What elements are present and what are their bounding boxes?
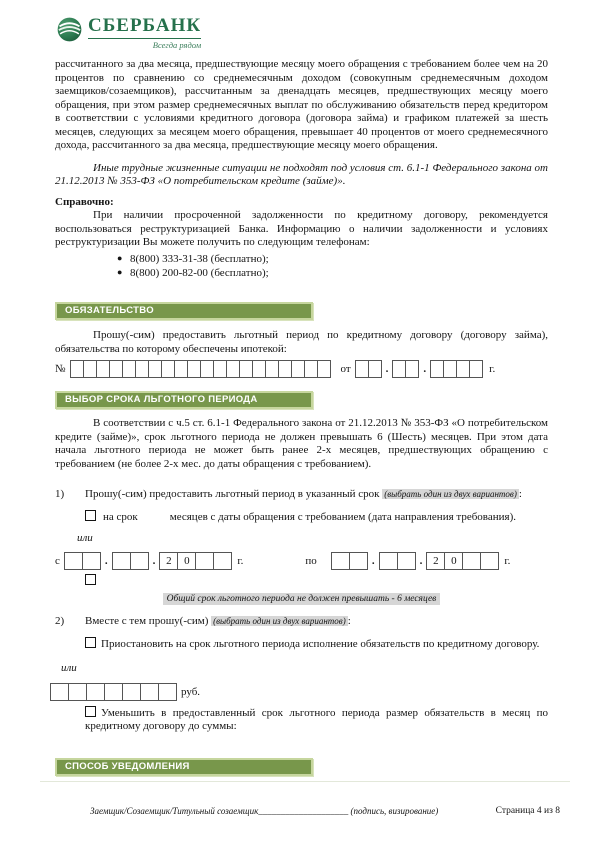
colon: : — [347, 615, 351, 628]
period-note-line — [55, 592, 548, 604]
char-box[interactable] — [456, 360, 470, 378]
char-box[interactable] — [317, 360, 331, 378]
char-box[interactable] — [331, 552, 350, 570]
option-reduce — [85, 706, 548, 734]
char-box[interactable] — [158, 683, 177, 701]
char-box[interactable] — [122, 683, 141, 701]
option-term-suffix: месяцев с даты обращения с требованием (дата направления требования). — [169, 511, 516, 524]
checkbox-dates[interactable] — [85, 574, 96, 585]
char-box[interactable] — [239, 360, 253, 378]
char-box[interactable] — [278, 360, 292, 378]
char-box[interactable] — [480, 552, 499, 570]
item-2-label: Вместе с тем прошу(-сим) — [85, 615, 209, 628]
year-digit[interactable]: 0 — [177, 552, 196, 570]
paragraph-reference: При наличии просроченной задолженности по кредитному договору, рекомендуется воспользоваться реструктуризацией Банка. Информацию о наличии задолженности и условиях реструктуризации Вы можете получить по следующим телефонам: — [55, 209, 548, 248]
period-intro: В соответствии с ч.5 ст. 6.1-1 Федерального закона от 21.12.2013 № 353-ФЗ «О потребительском кредите (займе)», срок льготного периода не должен превышать 6 (Шесть) месяцев. При этом дата начала льготного периода не может быть ранее 2-х месяцев, предшествующих обращению с требованием (не более 2-х мес. до даты обращения с требованием). — [55, 417, 548, 470]
char-box[interactable] — [291, 360, 305, 378]
char-box[interactable] — [50, 683, 69, 701]
paragraph-income-condition: рассчитанного за два месяца, предшествующие месяцу моего обращения с требованием более чем на 20 процентов по сравнению со среднемесячным доходом (совокупным среднемесячным доходом заемщиков/созаемщиков), рассчитанным за двенадцать месяцев, предшествующих месяцу моего обращения, при этом размер среднемесячных выплат по обслуживанию обязательств перед кредитором в соответствии с условиями кредитного договора (договора займа) и графиком платежей за шесть месяцев, следующих за месяцем моего обращения, превышает 40 процентов от моего среднемесячного дохода, рассчитанного за два месяца, предшествующие месяцу моего обращения. — [55, 58, 548, 151]
logo-text — [88, 8, 201, 50]
char-box[interactable] — [213, 552, 232, 570]
item-1-text — [85, 488, 522, 500]
date-from-label: с — [55, 555, 60, 568]
rub-label: руб. — [181, 685, 201, 698]
char-box[interactable] — [397, 552, 416, 570]
to-day-input[interactable] — [331, 552, 368, 570]
year-digit[interactable]: 2 — [426, 552, 445, 570]
reference-heading: Справочно: — [55, 195, 114, 208]
date-dot: . — [419, 555, 423, 568]
char-box[interactable] — [226, 360, 240, 378]
char-box[interactable] — [368, 360, 382, 378]
page-number: Страница 4 из 8 — [495, 806, 560, 816]
item-number: 2) — [55, 615, 65, 628]
section-header-period — [55, 391, 313, 409]
char-box[interactable] — [252, 360, 266, 378]
section-header-notification — [55, 758, 313, 776]
phone-item — [117, 266, 548, 281]
brand-name: СБЕРБАНК — [88, 15, 201, 39]
char-box[interactable] — [392, 360, 406, 378]
char-box[interactable] — [148, 360, 162, 378]
footer — [90, 806, 560, 816]
checkbox-reduce[interactable] — [85, 706, 96, 717]
option-suspend-label: Приостановить на срок льготного периода исполнение обязательств по кредитному договору. — [101, 638, 540, 651]
contract-year-input[interactable] — [430, 360, 483, 378]
char-box[interactable] — [82, 552, 101, 570]
to-month-input[interactable] — [379, 552, 416, 570]
date-range-row — [55, 552, 548, 570]
or-label: или — [77, 532, 93, 545]
signature-label: Заемщик/Созаемщик/Титульный созаемщик — [90, 806, 259, 816]
year-digit[interactable]: 2 — [159, 552, 178, 570]
from-month-input[interactable] — [112, 552, 149, 570]
contract-day-input[interactable] — [355, 360, 382, 378]
char-box[interactable] — [265, 360, 279, 378]
char-box[interactable] — [135, 360, 149, 378]
section-header-label: СПОСОБ УВЕДОМЛЕНИЯ — [65, 760, 190, 772]
char-box[interactable] — [430, 360, 444, 378]
item-number: 1) — [55, 488, 65, 501]
date-to-label: по — [305, 555, 317, 568]
phone-list — [117, 252, 548, 282]
date-dot: . — [104, 555, 108, 568]
phone-number: 8(800) 333-31-38 (бесплатно); — [130, 252, 269, 265]
char-box[interactable] — [109, 360, 123, 378]
bullet-icon: ● — [117, 267, 123, 278]
checkbox-term[interactable] — [85, 510, 96, 521]
char-box[interactable] — [187, 360, 201, 378]
char-box[interactable] — [112, 552, 131, 570]
char-box[interactable] — [68, 683, 87, 701]
char-box[interactable] — [70, 360, 84, 378]
or-label: или — [61, 661, 77, 674]
to-year-input[interactable] — [426, 552, 499, 570]
char-box[interactable] — [83, 360, 97, 378]
option-suspend — [85, 637, 548, 652]
char-box[interactable] — [462, 552, 481, 570]
amount-input[interactable] — [50, 683, 177, 701]
year-suffix: г. — [237, 555, 244, 568]
sberbank-emblem-icon — [57, 17, 82, 42]
option-term — [85, 510, 548, 523]
char-box[interactable] — [443, 360, 457, 378]
item-1-label: Прошу(-сим) предоставить льготный период в указанный срок — [85, 488, 380, 501]
year-digit[interactable]: 0 — [444, 552, 463, 570]
choose-option-note: (выбрать один из двух вариантов) — [384, 489, 517, 500]
signature-note: (подпись, визирование) — [350, 806, 439, 816]
date-dot: . — [385, 363, 389, 376]
contract-date-label: от — [340, 363, 351, 376]
contract-number-label: № — [55, 363, 66, 376]
signature-line[interactable]: ____________________ — [258, 806, 349, 816]
year-suffix: г. — [504, 555, 511, 568]
choose-option-note: (выбрать один из двух вариантов) — [213, 616, 346, 627]
bullet-icon: ● — [117, 252, 123, 263]
option-term-prefix: на срок — [103, 511, 138, 524]
char-box[interactable] — [64, 552, 83, 570]
char-box[interactable] — [86, 683, 105, 701]
from-year-input[interactable] — [159, 552, 232, 570]
colon: : — [518, 488, 522, 501]
char-box[interactable] — [304, 360, 318, 378]
checkbox-suspend[interactable] — [85, 637, 96, 648]
paragraph-other-situations: Иные трудные жизненные ситуации не подходят под условия ст. 6.1-1 Федерального закона от 21.12.2013 № 353-ФЗ «О потребительском кредите (займе)». — [55, 161, 548, 187]
char-box[interactable] — [96, 360, 110, 378]
section-header-label: ОБЯЗАТЕЛЬСТВО — [65, 305, 154, 317]
from-day-input[interactable] — [64, 552, 101, 570]
char-box[interactable] — [161, 360, 175, 378]
char-box[interactable] — [174, 360, 188, 378]
char-box[interactable] — [104, 683, 123, 701]
period-limit-note: Общий срок льготного периода не должен превышать - 6 месяцев — [163, 593, 441, 605]
char-box[interactable] — [379, 552, 398, 570]
sberbank-logo — [57, 8, 548, 56]
contract-number-row — [55, 360, 548, 378]
brand-tagline: Всегда рядом — [152, 40, 202, 50]
signature-block — [90, 806, 438, 816]
phone-item — [117, 252, 548, 267]
year-suffix: г. — [489, 363, 496, 376]
footer-divider — [40, 781, 570, 782]
date-dot: . — [423, 363, 427, 376]
phone-number: 8(800) 200-82-00 (бесплатно); — [130, 267, 269, 280]
amount-row — [50, 683, 548, 701]
contract-month-input[interactable] — [392, 360, 419, 378]
obligation-intro: Прошу(-сим) предоставить льготный период по кредитному договору (договору займа), обязательства по которому обеспечены ипотекой: — [55, 329, 548, 355]
char-box[interactable] — [355, 360, 369, 378]
char-box[interactable] — [469, 360, 483, 378]
char-box[interactable] — [200, 360, 214, 378]
item-2-text — [85, 615, 351, 627]
date-dot: . — [371, 555, 375, 568]
option-reduce-label: Уменьшить в предоставленный срок льготного периода размер обязательств в месяц по кредитному договору до суммы: — [85, 706, 548, 733]
char-box[interactable] — [130, 552, 149, 570]
date-dot: . — [152, 555, 156, 568]
checkbox-dates-line — [85, 574, 548, 587]
item-2 — [55, 615, 548, 627]
char-box[interactable] — [122, 360, 136, 378]
section-header-obligation — [55, 302, 313, 320]
char-box[interactable] — [140, 683, 159, 701]
char-box[interactable] — [213, 360, 227, 378]
contract-number-input[interactable] — [70, 360, 331, 378]
char-box[interactable] — [195, 552, 214, 570]
char-box[interactable] — [405, 360, 419, 378]
item-1 — [55, 488, 548, 500]
section-header-label: ВЫБОР СРОКА ЛЬГОТНОГО ПЕРИОДА — [65, 394, 258, 406]
char-box[interactable] — [349, 552, 368, 570]
